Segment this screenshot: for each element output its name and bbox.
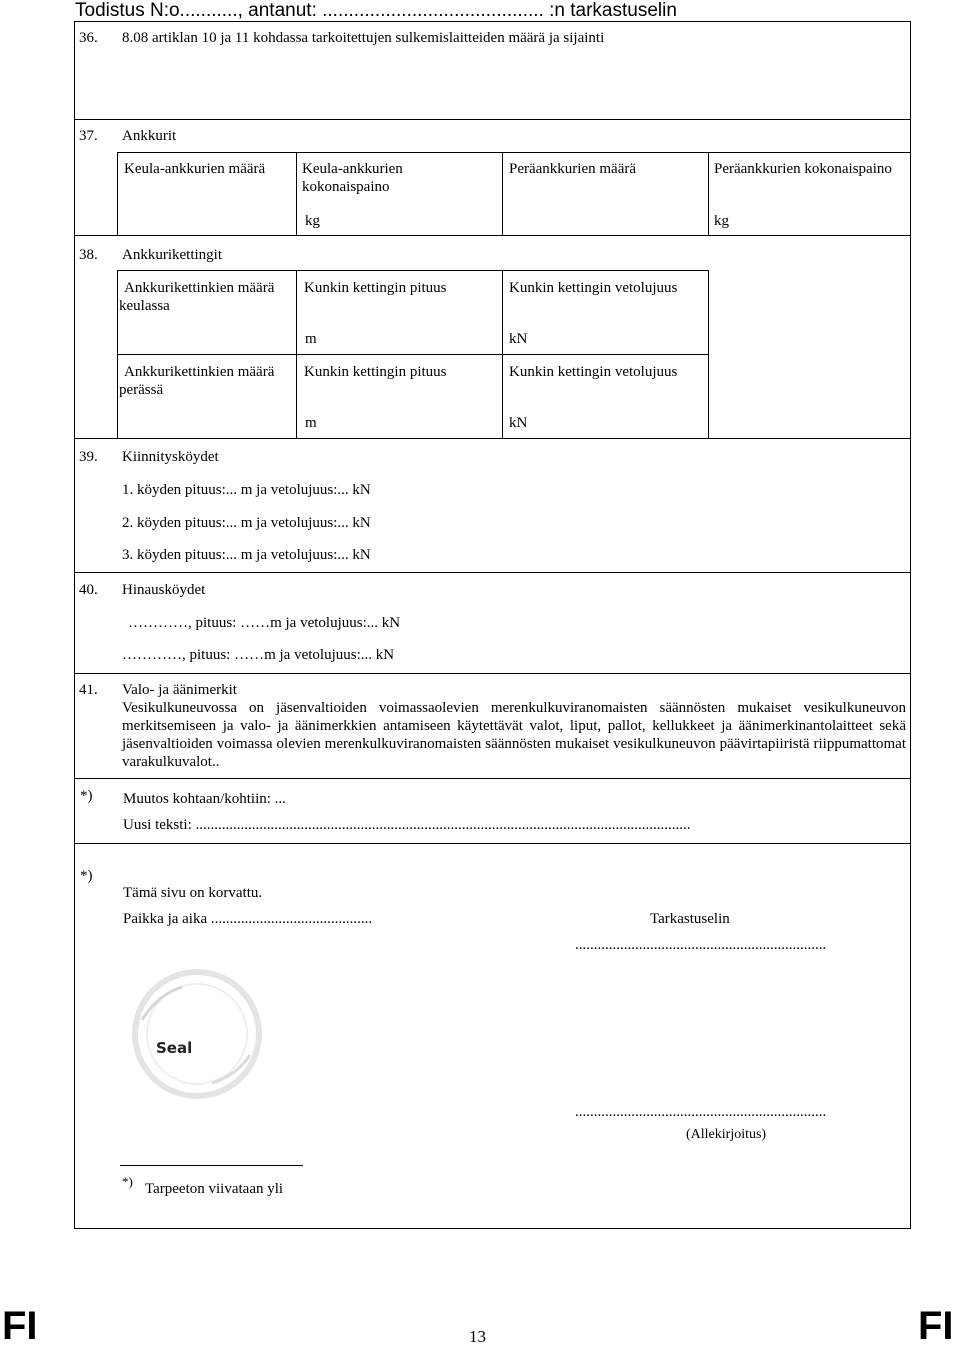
s39-line-1: 1. köyden pituus:... m ja vetolujuus:... kN xyxy=(122,482,371,498)
s37-number: 37. xyxy=(79,128,98,144)
s39-number: 39. xyxy=(79,449,98,465)
footer-lang-left: FI xyxy=(2,1304,38,1348)
s41-body: Vesikulkuneuvossa on jäsenvaltioiden voimassaolevien merenkulkuviranomaisten säännösten mukaiset vesikulkuneuvon merkitsemiseen ja valo- ja äänimerkkien antamiseen käytettävät valot, liput, pallot, kellukkeet ja äänimerkinantolaitteet sekä jäsenvaltioiden voimassa olevien merenkulkuviranomaisten säännösten mukaiset vesikulkuneuvon päävirtapiiristä riippumattomat varakulkuvalot.. xyxy=(122,700,906,770)
sign-dots-top: ................................................................... xyxy=(575,937,827,953)
sign-replaced: Tämä sivu on korvattu. xyxy=(123,885,263,901)
s40-title: Hinausköydet xyxy=(122,582,206,598)
frame-right xyxy=(910,21,911,1228)
sign-signature-label: (Allekirjoitus) xyxy=(686,1127,767,1142)
seal-text: Seal xyxy=(156,1039,193,1057)
s38-title: Ankkurikettingit xyxy=(122,247,222,263)
s37-col-line-2 xyxy=(296,152,297,235)
s37-title: Ankkurit xyxy=(122,128,177,144)
sign-mark: *) xyxy=(80,868,93,884)
s37-unit-kg-1: kg xyxy=(305,213,320,229)
s41-title: Valo- ja äänimerkit xyxy=(122,682,237,698)
page-number: 13 xyxy=(469,1327,486,1346)
s40-line-2: …………, pituus: ……m ja vetolujuus:... kN xyxy=(122,647,395,663)
seal-icon xyxy=(122,965,272,1103)
footer-lang-right: FI xyxy=(918,1304,954,1348)
s37-table-top xyxy=(117,152,911,153)
s37-col1-label: Keula-ankkurien määrä xyxy=(124,161,266,177)
frame-top xyxy=(74,21,911,22)
s39-line-2: 2. köyden pituus:... m ja vetolujuus:... kN xyxy=(122,515,371,531)
divider-36-37 xyxy=(74,119,911,120)
sign-place-date: Paikka ja aika ........................................... xyxy=(123,911,373,927)
s38-number: 38. xyxy=(79,247,98,263)
divider-40-41 xyxy=(74,673,911,674)
s39-line-3: 3. köyden pituus:... m ja vetolujuus:... kN xyxy=(122,547,371,563)
s38-col-line-4 xyxy=(708,270,709,438)
s38-row1-unit-kn: kN xyxy=(509,331,528,347)
s38-row2-unit-m: m xyxy=(305,415,317,431)
s36-number: 36. xyxy=(79,30,98,46)
frame-bottom xyxy=(74,1228,911,1229)
certificate-header: Todistus N:o..........., antanut: .......................................... :n tarkastuselin xyxy=(75,0,677,21)
amend-mark: *) xyxy=(80,788,93,804)
s38-row1-unit-m: m xyxy=(305,331,317,347)
amend-change: Muutos kohtaan/kohtiin: ... xyxy=(123,791,286,807)
footnote-text: Tarpeeton viivataan yli xyxy=(145,1181,284,1197)
s38-row2-unit-kn: kN xyxy=(509,415,528,431)
s38-row2-label: Ankkurikettinkien määrä perässä xyxy=(119,364,275,398)
s41-number: 41. xyxy=(79,682,98,698)
s40-line-1: …………, pituus: ……m ja vetolujuus:... kN xyxy=(128,615,401,631)
divider-41-amend xyxy=(74,778,911,779)
s38-row1-strength-label: Kunkin kettingin vetolujuus xyxy=(509,280,678,296)
sign-dots-bottom: ................................................................... xyxy=(575,1104,827,1120)
amend-new-text: Uusi teksti: .................................................................................................................................... xyxy=(123,817,691,833)
s38-row1-label: Ankkurikettinkien määrä keulassa xyxy=(119,280,275,314)
s37-col-line-4 xyxy=(708,152,709,235)
footnote-rule xyxy=(120,1165,303,1166)
divider-39-40 xyxy=(74,572,911,573)
s38-row2-strength-label: Kunkin kettingin vetolujuus xyxy=(509,364,678,380)
frame-left xyxy=(74,21,75,1228)
footnote-mark: *) xyxy=(122,1174,133,1189)
divider-37-38 xyxy=(74,235,911,236)
s38-row2-length-label: Kunkin kettingin pituus xyxy=(304,364,447,380)
divider-38-39 xyxy=(74,438,911,439)
s37-col-line-3 xyxy=(502,152,503,235)
s40-number: 40. xyxy=(79,582,98,598)
s37-col4-label: Peräankkurien kokonaispaino xyxy=(714,161,892,177)
divider-amend-sign xyxy=(74,843,911,844)
s37-unit-kg-2: kg xyxy=(714,213,729,229)
s38-row1-length-label: Kunkin kettingin pituus xyxy=(304,280,447,296)
s38-table-top xyxy=(117,270,708,271)
s37-col2-label: Keula-ankkurien kokonaispaino xyxy=(302,161,403,195)
s39-title: Kiinnitysköydet xyxy=(122,449,219,465)
s37-col-line-1 xyxy=(117,152,118,235)
s36-title: 8.08 artiklan 10 ja 11 kohdassa tarkoitettujen sulkemislaitteiden määrä ja sijainti xyxy=(122,30,605,46)
s37-col3-label: Peräankkurien määrä xyxy=(509,161,637,177)
sign-authority: Tarkastuselin xyxy=(650,911,730,927)
s38-row-divider xyxy=(117,354,708,355)
